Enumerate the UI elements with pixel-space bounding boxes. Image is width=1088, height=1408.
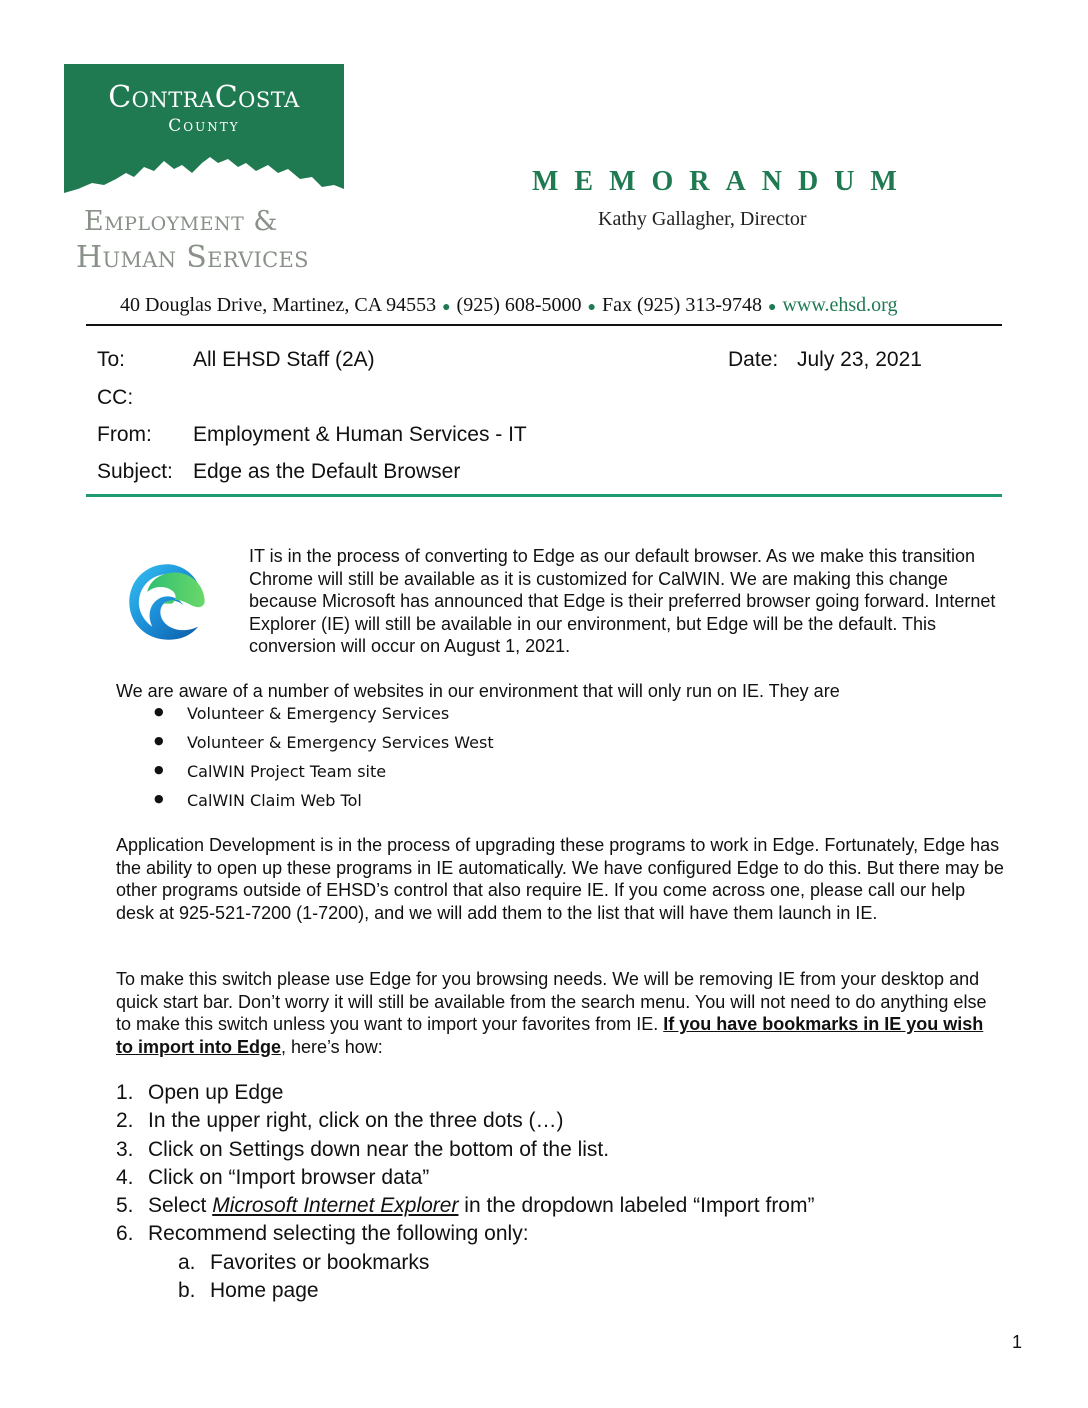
divider-bottom <box>86 494 1002 497</box>
app-dev-paragraph: Application Development is in the process of upgrading these programs to work in Edge. Fortunately, Edge has the ability to open up these programs in IE automatically. We have configured Edge to do this. But there may be other programs outside of EHSD’s control that also require IE. If you come across one, please call our help desk at 925-521-7200 (1-7200), and we will add them to the list that will have them launch in IE. <box>116 835 1004 923</box>
logo-subtitle-1: Employment & <box>84 206 278 237</box>
step-item: 5. Select Microsoft Internet Explorer in the dropdown labeled “Import from” <box>116 1194 815 1218</box>
intro-paragraph: IT is in the process of converting to Edge as our default browser. As we make this transition Chrome will still be available as it is customized for CalWIN. We are making this change because Microsoft has announced that Edge is their preferred browser going forward. Internet Explorer (IE) will still be available in our environment, but Edge will be the default. This conversion will occur on August 1, 2021. <box>249 546 996 656</box>
address: 40 Douglas Drive, Martinez, CA 94553 <box>120 294 437 316</box>
phone: (925) 608-5000 <box>456 294 582 316</box>
page-number: 1 <box>1012 1332 1023 1352</box>
step-item: 3. Click on Settings down near the bottom of the list. <box>116 1137 610 1161</box>
switch-text: To make this switch please use Edge for you browsing needs. We will be removing IE from your desktop and quick start bar. Don’t worry it will still be available from the search menu. You will not need to do anything else to make this switch unless you want to import your favorites from IE. <box>116 969 987 1034</box>
separator-dot-icon: ● <box>587 300 596 315</box>
sub-steps-list <box>116 1251 996 1308</box>
website-link[interactable]: www.ehsd.org <box>782 294 898 316</box>
switch-paragraph <box>116 968 996 1058</box>
to-label: To: <box>97 348 126 371</box>
list-item: ● Volunteer & Emergency Services West <box>116 733 716 762</box>
subject-label: Subject: <box>97 460 173 483</box>
sub-step-item: a. Favorites or bookmarks <box>178 1251 430 1274</box>
website-list <box>116 704 716 820</box>
separator-dot-icon: ● <box>767 300 777 315</box>
ie-link[interactable]: Microsoft Internet Explorer <box>212 1194 459 1218</box>
fax: Fax (925) 313-9748 <box>602 294 762 316</box>
divider-top <box>86 324 1002 326</box>
date-value: July 23, 2021 <box>797 348 922 371</box>
switch-tail: , here’s how: <box>280 1036 383 1057</box>
switch-bold-text: If you have bookmarks in IE you wish to import into Edge <box>116 1014 984 1057</box>
memo-title: MEMORANDUM <box>532 166 913 197</box>
from-value: Employment & Human Services - IT <box>193 423 527 446</box>
edge-browser-icon <box>126 561 208 643</box>
step-item: 2. In the upper right, click on the three dots (…) <box>116 1109 564 1133</box>
step-item: 1. Open up Edge <box>116 1081 284 1104</box>
subject-value: Edge as the Default Browser <box>193 460 461 483</box>
mountains-icon <box>64 149 344 206</box>
to-value: All EHSD Staff (2A) <box>193 348 375 371</box>
step-item: 6. Recommend selecting the following only: <box>116 1222 529 1246</box>
memo-director: Kathy Gallagher, Director <box>598 208 807 230</box>
logo-county: County <box>168 116 240 136</box>
from-label: From: <box>97 423 152 446</box>
date-label: Date: <box>728 348 779 371</box>
logo-subtitle-2: Human Services <box>76 240 309 275</box>
websites-intro: We are aware of a number of websites in our environment that will only run on IE. They are <box>116 681 840 701</box>
steps-list <box>116 1081 996 1251</box>
list-item: ● Volunteer & Emergency Services <box>116 704 716 733</box>
county-logo <box>64 64 344 206</box>
list-item: ● CalWIN Project Team site <box>116 762 716 791</box>
cc-label: CC: <box>97 386 134 409</box>
sub-step-item: b. Home page <box>178 1279 319 1303</box>
list-item: ● CalWIN Claim Web Tol <box>116 791 716 820</box>
separator-dot-icon: ● <box>442 300 451 315</box>
address-line <box>120 294 897 317</box>
step-item: 4. Click on “Import browser data” <box>116 1165 430 1189</box>
logo-title: ContraCosta <box>108 80 300 115</box>
